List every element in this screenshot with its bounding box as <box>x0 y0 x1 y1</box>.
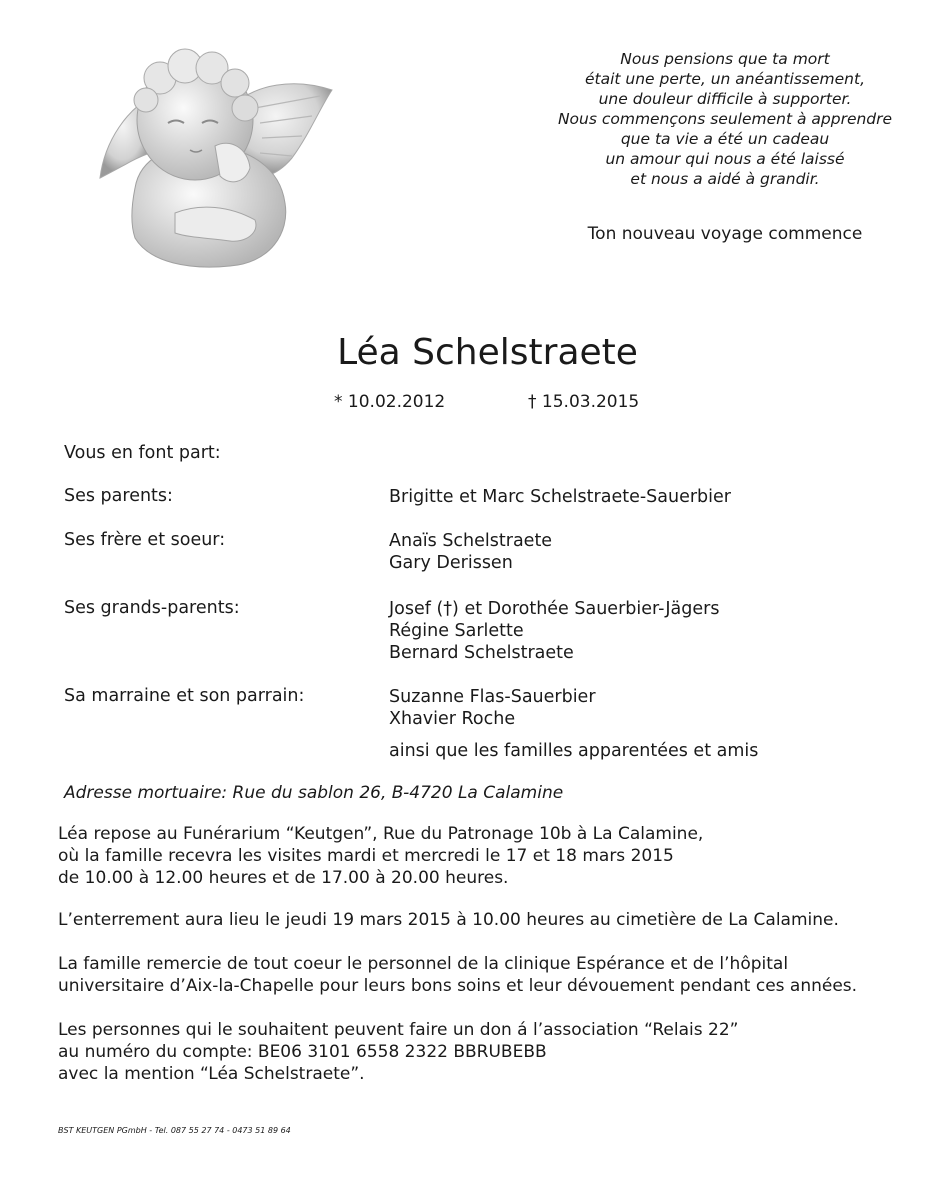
paragraph-line: Les personnes qui le souhaitent peuvent faire un don á l’association “Relais 22” <box>58 1020 739 1040</box>
family-group-names <box>389 686 596 730</box>
family-member: Gary Derissen <box>389 553 513 573</box>
poem-line: était une perte, un anéantissement, <box>584 70 866 88</box>
funerarium-paragraph <box>58 823 703 889</box>
publisher-footer: BST KEUTGEN PGmbH - Tel. 087 55 27 74 - 0473 51 89 64 <box>58 1126 291 1135</box>
family-group-names <box>389 598 719 664</box>
family-member: Régine Sarlette <box>389 621 524 641</box>
poem-tagline: Ton nouveau voyage commence <box>587 224 863 244</box>
poem-line: un amour qui nous a été laissé <box>605 150 845 168</box>
poem-line: et nous a aidé à grandir. <box>630 170 820 188</box>
cherub-angel-image <box>80 38 340 273</box>
announcement-intro: Vous en font part: <box>64 443 221 463</box>
death-date: † 15.03.2015 <box>528 392 640 412</box>
paragraph-line: L’enterrement aura lieu le jeudi 19 mars 2015 à 10.00 heures au cimetière de La Calamine. <box>58 910 839 930</box>
paragraph-line: universitaire d’Aix-la-Chapelle pour leurs bons soins et leur dévouement pendant ces années. <box>58 976 858 996</box>
paragraph-line: où la famille recevra les visites mardi et mercredi le 17 et 18 mars 2015 <box>58 846 674 866</box>
family-closing <box>389 740 758 762</box>
deceased-name: Léa Schelstraete <box>337 332 638 373</box>
family-group-names <box>389 486 731 508</box>
poem-block <box>540 49 910 189</box>
poem-line: que ta vie a été un cadeau <box>620 130 830 148</box>
burial-paragraph <box>58 909 839 931</box>
mortuary-address: Adresse mortuaire: Rue du sablon 26, B-4720 La Calamine <box>64 783 564 803</box>
paragraph-line: avec la mention “Léa Schelstraete”. <box>58 1064 365 1084</box>
family-member: Suzanne Flas-Sauerbier <box>389 687 596 707</box>
family-group-names <box>389 530 552 574</box>
family-group-label: Sa marraine et son parrain: <box>64 686 305 706</box>
paragraph-line: La famille remercie de tout coeur le personnel de la clinique Espérance et de l’hôpital <box>58 954 789 974</box>
family-member: Brigitte et Marc Schelstraete-Sauerbier <box>389 487 731 507</box>
family-group-label: Ses parents: <box>64 486 173 506</box>
donation-paragraph <box>58 1019 738 1085</box>
thanks-paragraph <box>58 953 857 997</box>
birth-date: * 10.02.2012 <box>334 392 446 412</box>
family-closing-text: ainsi que les familles apparentées et amis <box>389 741 759 761</box>
family-member: Bernard Schelstraete <box>389 643 574 663</box>
paragraph-line: de 10.00 à 12.00 heures et de 17.00 à 20.00 heures. <box>58 868 509 888</box>
paragraph-line: au numéro du compte: BE06 3101 6558 2322 BBRUBEBB <box>58 1042 547 1062</box>
family-group-label: Ses grands-parents: <box>64 598 240 618</box>
poem-line: Nous pensions que ta mort <box>620 50 830 68</box>
poem-line: une douleur difficile à supporter. <box>598 90 852 108</box>
poem-line: Nous commençons seulement à apprendre <box>557 110 893 128</box>
family-member: Josef (†) et Dorothée Sauerbier-Jägers <box>389 599 720 619</box>
family-group-label: Ses frère et soeur: <box>64 530 226 550</box>
paragraph-line: Léa repose au Funérarium “Keutgen”, Rue du Patronage 10b à La Calamine, <box>58 824 704 844</box>
family-member: Anaïs Schelstraete <box>389 531 553 551</box>
family-member: Xhavier Roche <box>389 709 516 729</box>
